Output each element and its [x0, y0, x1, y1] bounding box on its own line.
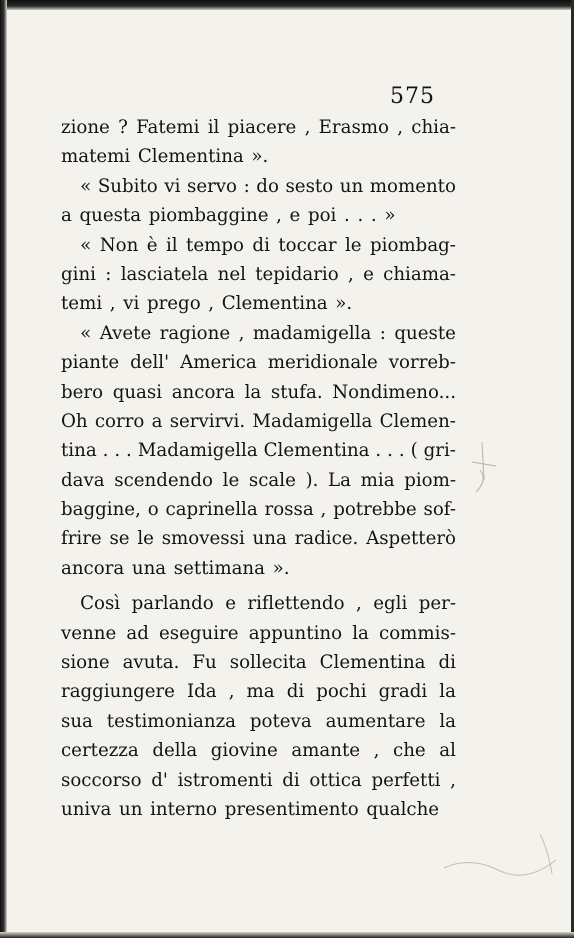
page-binding-edge [0, 0, 7, 938]
text-line: matemi Clementina ». [61, 146, 269, 168]
text-line: « Avete ragione , madamigella : queste [80, 322, 456, 344]
text-line: ancora una settimana ». [61, 557, 290, 579]
text-line: temi , vi prego , Clementina ». [61, 293, 353, 315]
page-bottom-edge [0, 932, 574, 938]
text-line: Così parlando e riflettendo , egli per- [80, 593, 456, 615]
text-line: dava scendendo le scale ). La mia piom- [61, 469, 456, 491]
text-line: « Non è il tempo di toccar le piombag- [80, 234, 456, 256]
text-line: sione avuta. Fu sollecita Clementina di [61, 652, 456, 674]
scan-smudge-right [462, 440, 502, 500]
text-line: raggiungere Ida , ma di pochi gradi la [61, 681, 456, 703]
page-number: 575 [390, 84, 435, 109]
text-line: soccorso d' istromenti di ottica perfetti , [61, 769, 456, 791]
text-line: zione ? Fatemi il piacere , Erasmo , chia- [61, 117, 456, 138]
text-line: piante dell' America meridionale vorreb- [61, 352, 456, 374]
page-top-edge [0, 0, 574, 10]
text-line: baggine, o caprinella rossa , potrebbe sof- [61, 499, 456, 521]
text-line: certezza della giovine amante , che al [61, 740, 456, 762]
body-text [61, 113, 456, 824]
text-line: univa un interno presentimento qualche [61, 798, 440, 820]
text-line: venne ad eseguire appuntino la commis- [61, 622, 456, 644]
text-line: « Subito vi servo : do sesto un momento [80, 175, 456, 197]
text-line: tina . . . Madamigella Clementina . . . ( gri- [61, 440, 456, 462]
text-line: gini : lasciatela nel tepidario , e chiama- [61, 263, 456, 285]
scan-smudge-bottom [440, 830, 560, 890]
text-line: bero quasi ancora la stufa. Nondimeno... [61, 381, 456, 403]
text-line: frire se le smovessi una radice. Aspetterò [61, 528, 456, 550]
text-line: a questa piombaggine , e poi . . . » [61, 205, 396, 227]
text-line: sua testimonianza poteva aumentare la [61, 710, 456, 732]
text-line: Oh corro a servirvi. Madamigella Clemen- [61, 410, 456, 432]
